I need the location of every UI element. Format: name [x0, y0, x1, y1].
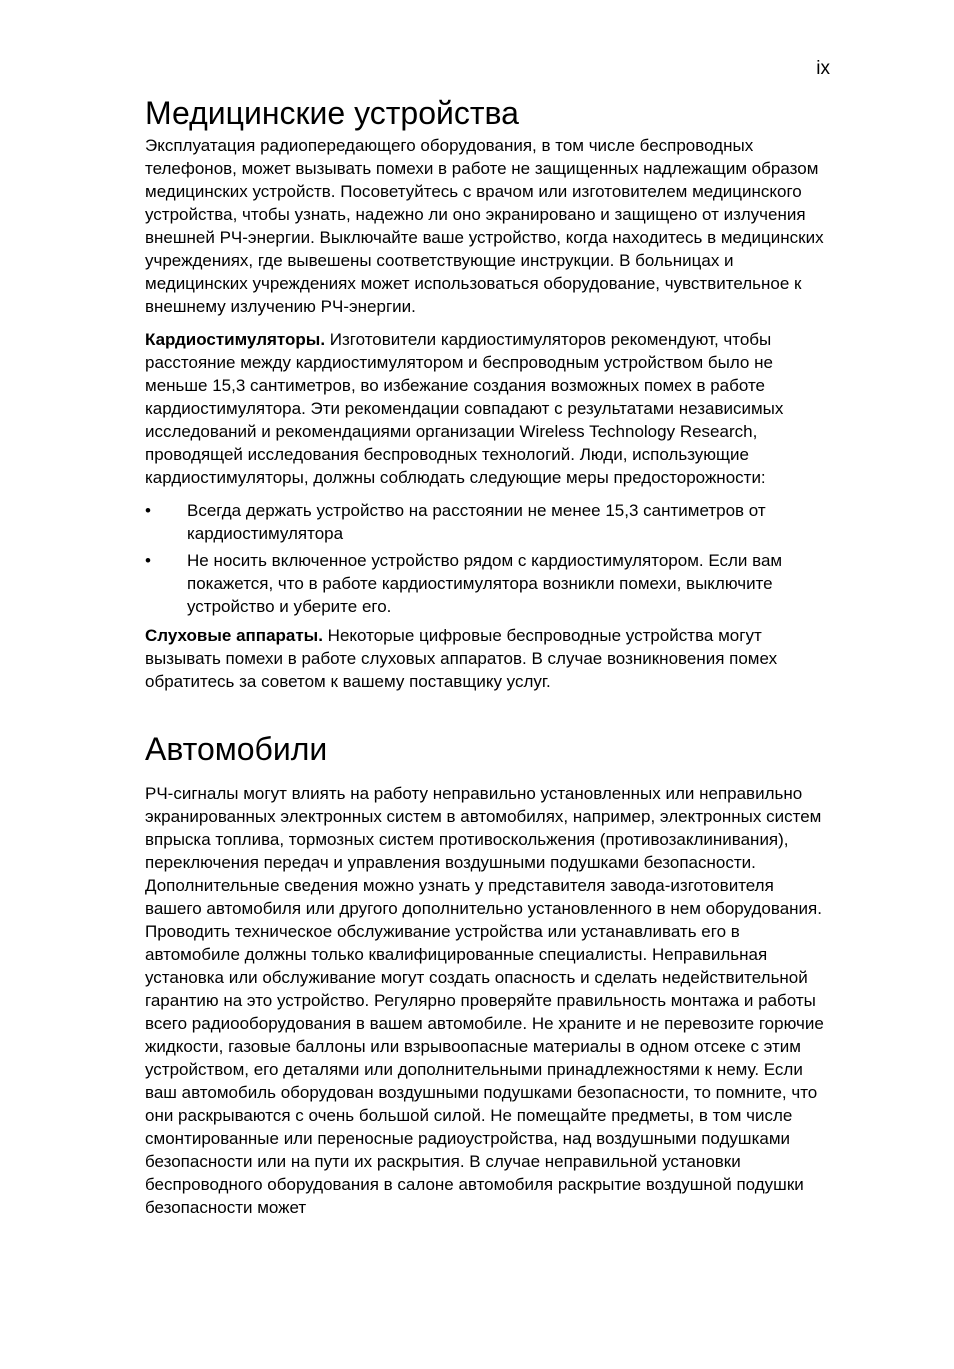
section-title-medical-devices: Медицинские устройства — [145, 95, 519, 131]
bullet-icon: • — [145, 551, 151, 570]
page-content — [145, 94, 835, 1229]
pacemakers-paragraph — [145, 328, 835, 489]
medical-devices-intro-paragraph: Эксплуатация радиопередающего оборудования, в том числе беспроводных телефонов, может вызывать помехи в работе не защищенных надлежащим образом медицинских устройств. Посоветуйтесь с врачом или изготовителем медицинского устройства, чтобы узнать, надежно ли оно экранировано и защищено от излучения внешней РЧ-энергии. Выключайте ваше устройство, когда находитесь в медицинских учреждениях, где вывешены соответствующие инструкции. В больницах и медицинских учреждениях может использоваться оборудование, чувствительное к внешнему излучению РЧ-энергии. — [145, 136, 824, 316]
list-item-text: Не носить включенное устройство рядом с кардиостимулятором. Если вам покажется, что в работе кардиостимулятора возникли помехи, выключите устройство и уберите его. — [187, 551, 783, 616]
hearing-aids-label: Слуховые аппараты. — [145, 626, 323, 645]
list-item — [145, 499, 835, 545]
list-item-text: Всегда держать устройство на расстоянии не менее 15,3 сантиметров от кардиостимулятора — [187, 501, 766, 543]
list-item — [145, 549, 835, 618]
hearing-aids-text: Некоторые цифровые беспроводные устройства могут вызывать помехи в работе слуховых аппаратов. В случае возникновения помех обратитесь за советом к вашему поставщику услуг. — [145, 626, 778, 691]
section-title-vehicles: Автомобили — [145, 731, 328, 767]
pacemakers-label: Кардиостимуляторы. — [145, 330, 326, 349]
page-number: ix — [816, 58, 830, 79]
hearing-aids-paragraph — [145, 624, 835, 693]
pacemakers-text: Изготовители кардиостимуляторов рекомендуют, чтобы расстояние между кардиостимулятором и беспроводным устройством было не меньше 15,3 сантиметров, во избежание создания возможных помех в работе кардиостимулятора. Эти рекомендации совпадают с результатами независимых исследований и рекомендациями организации Wireless Technology Research, проводящей исследования беспроводных технологий. Люди, использующие кардиостимуляторы, должны соблюдать следующие меры предосторожности: — [145, 330, 784, 487]
vehicles-paragraph: РЧ-сигналы могут влиять на работу неправильно установленных или неправильно экранированных электронных систем в автомобилях, например, электронных систем впрыска топлива, тормозных систем противоскольжения (противозаклинивания), переключения передач и управления воздушными подушками безопасности. Дополнительные сведения можно узнать у представителя завода-изготовителя вашего автомобиля или другого дополнительно установленного в нем оборудования. Проводить техническое обслуживание устройства или устанавливать его в автомобиле должны только квалифицированные специалисты. Неправильная установка или обслуживание могут создать опасность и сделать недействительной гарантию на это устройство. Регулярно проверяйте правильность монтажа и работы всего радиооборудования в вашем автомобиле. Не храните и не перевозите горючие жидкости, газовые баллоны или взрывоопасные материалы в одном отсеке с этим устройством, его деталями или дополнительными принадлежностями к нему. Если ваш автомобиль оборудован воздушными подушками безопасности, то помните, что они раскрываются с очень большой силой. Не помещайте предметы, в том числе смонтированные или переносные радиоустройства, над воздушными подушками безопасности или на пути их раскрытия. В случае неправильной установки беспроводного оборудования в салоне автомобиля раскрытие воздушной подушки безопасности может — [145, 784, 824, 1217]
bullet-icon: • — [145, 501, 151, 520]
pacemaker-precautions-list — [145, 499, 835, 618]
